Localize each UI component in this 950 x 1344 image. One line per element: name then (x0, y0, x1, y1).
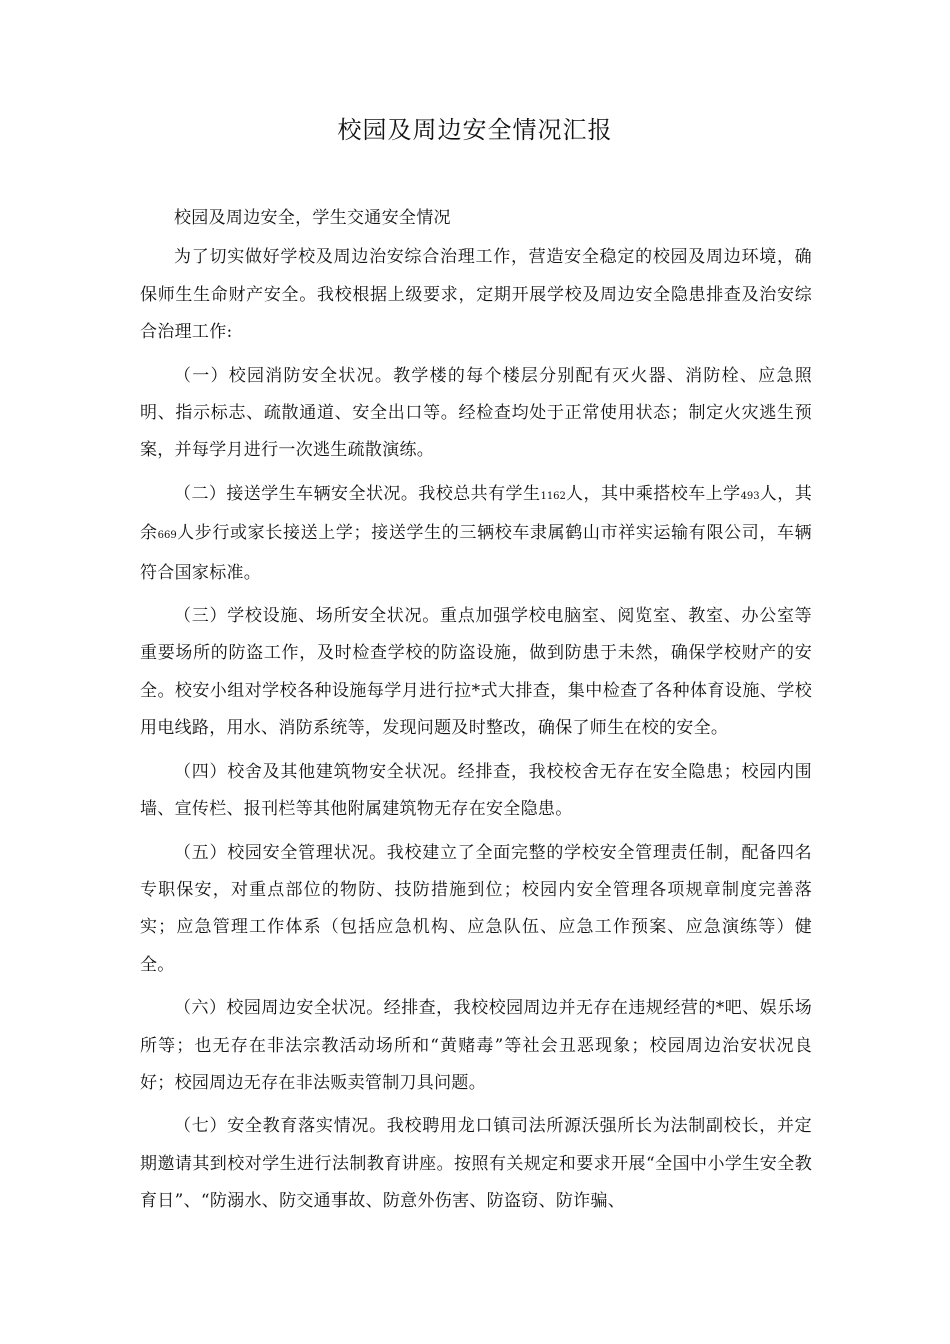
section-vehicle-text-c: 人，其余 (140, 483, 813, 544)
document-subtitle: 校园及周边安全，学生交通安全情况 (174, 208, 451, 228)
document-body (140, 200, 812, 1227)
section-vehicle-text-b: 人，其中乘搭校车上学 (565, 483, 741, 504)
section-vehicle-safety (140, 476, 812, 592)
school-bus-student-number: 493 (740, 490, 760, 502)
section-fire-safety: （一）校园消防安全状况。教学楼的每个楼层分别配有灭火器、消防栓、应急照明、指示标志、疏散通道、安全出口等。经检查均处于正常使用状态；制定火灾逃生预案，并每学月进行一次逃生疏散演练。 (140, 365, 812, 461)
section-safety-education: （七）安全教育落实情况。我校聘用龙口镇司法所源沃强所长为法制副校长，并定期邀请其到校对学生进行法制教育讲座。按照有关规定和要求开展“全国中小学生安全教育日”、“防溺水、防交通事故、防意外伤害、防盗窃、防诈骗、 (140, 1116, 812, 1212)
section-building-safety: （四）校舍及其他建筑物安全状况。经排查，我校校舍无存在安全隐患；校园内围墙、宣传栏、报刊栏等其他附属建筑物无存在安全隐患。 (140, 761, 812, 820)
walking-student-number: 669 (157, 530, 177, 542)
section-facility-safety: （三）学校设施、场所安全状况。重点加强学校电脑室、阅览室、教室、办公室等重要场所的防盗工作，及时检查学校的防盗设施，做到防患于未然，确保学校财产的安全。校安小组对学校各种设施每学月进行拉*式大排查，集中检查了各种体育设施、学校用电线路，用水、消防系统等，发现问题及时整改，确保了师生在校的安全。 (140, 606, 812, 739)
section-surroundings-safety: （六）校园周边安全状况。经排查，我校校园周边并无存在违规经营的*吧、娱乐场所等；也无存在非法宗教活动场所和“黄赌毒”等社会丑恶现象；校园周边治安状况良好；校园周边无存在非法贩卖管制刀具问题。 (140, 998, 812, 1093)
section-vehicle-text-a: （二）接送学生车辆安全状况。我校总共有学生 (174, 483, 541, 504)
section-vehicle-text-d: 人步行或家长接送上学；接送学生的三辆校车隶属鹤山市祥实运输有限公司，车辆符合国家标准。 (140, 523, 812, 583)
section-management-safety: （五）校园安全管理状况。我校建立了全面完整的学校安全管理责任制，配备四名专职保安，对重点部位的物防、技防措施到位；校园内安全管理各项规章制度完善落实；应急管理工作体系（包括应急机构、应急队伍、应急工作预案、应急演练等）健全。 (140, 842, 812, 975)
document-title: 校园及周边安全情况汇报 (337, 116, 613, 144)
intro-paragraph: 为了切实做好学校及周边治安综合治理工作，营造安全稳定的校园及周边环境，确保师生生命财产安全。我校根据上级要求，定期开展学校及周边安全隐患排查及治安综合治理工作: (140, 247, 812, 343)
student-total-number: 1162 (540, 490, 566, 502)
